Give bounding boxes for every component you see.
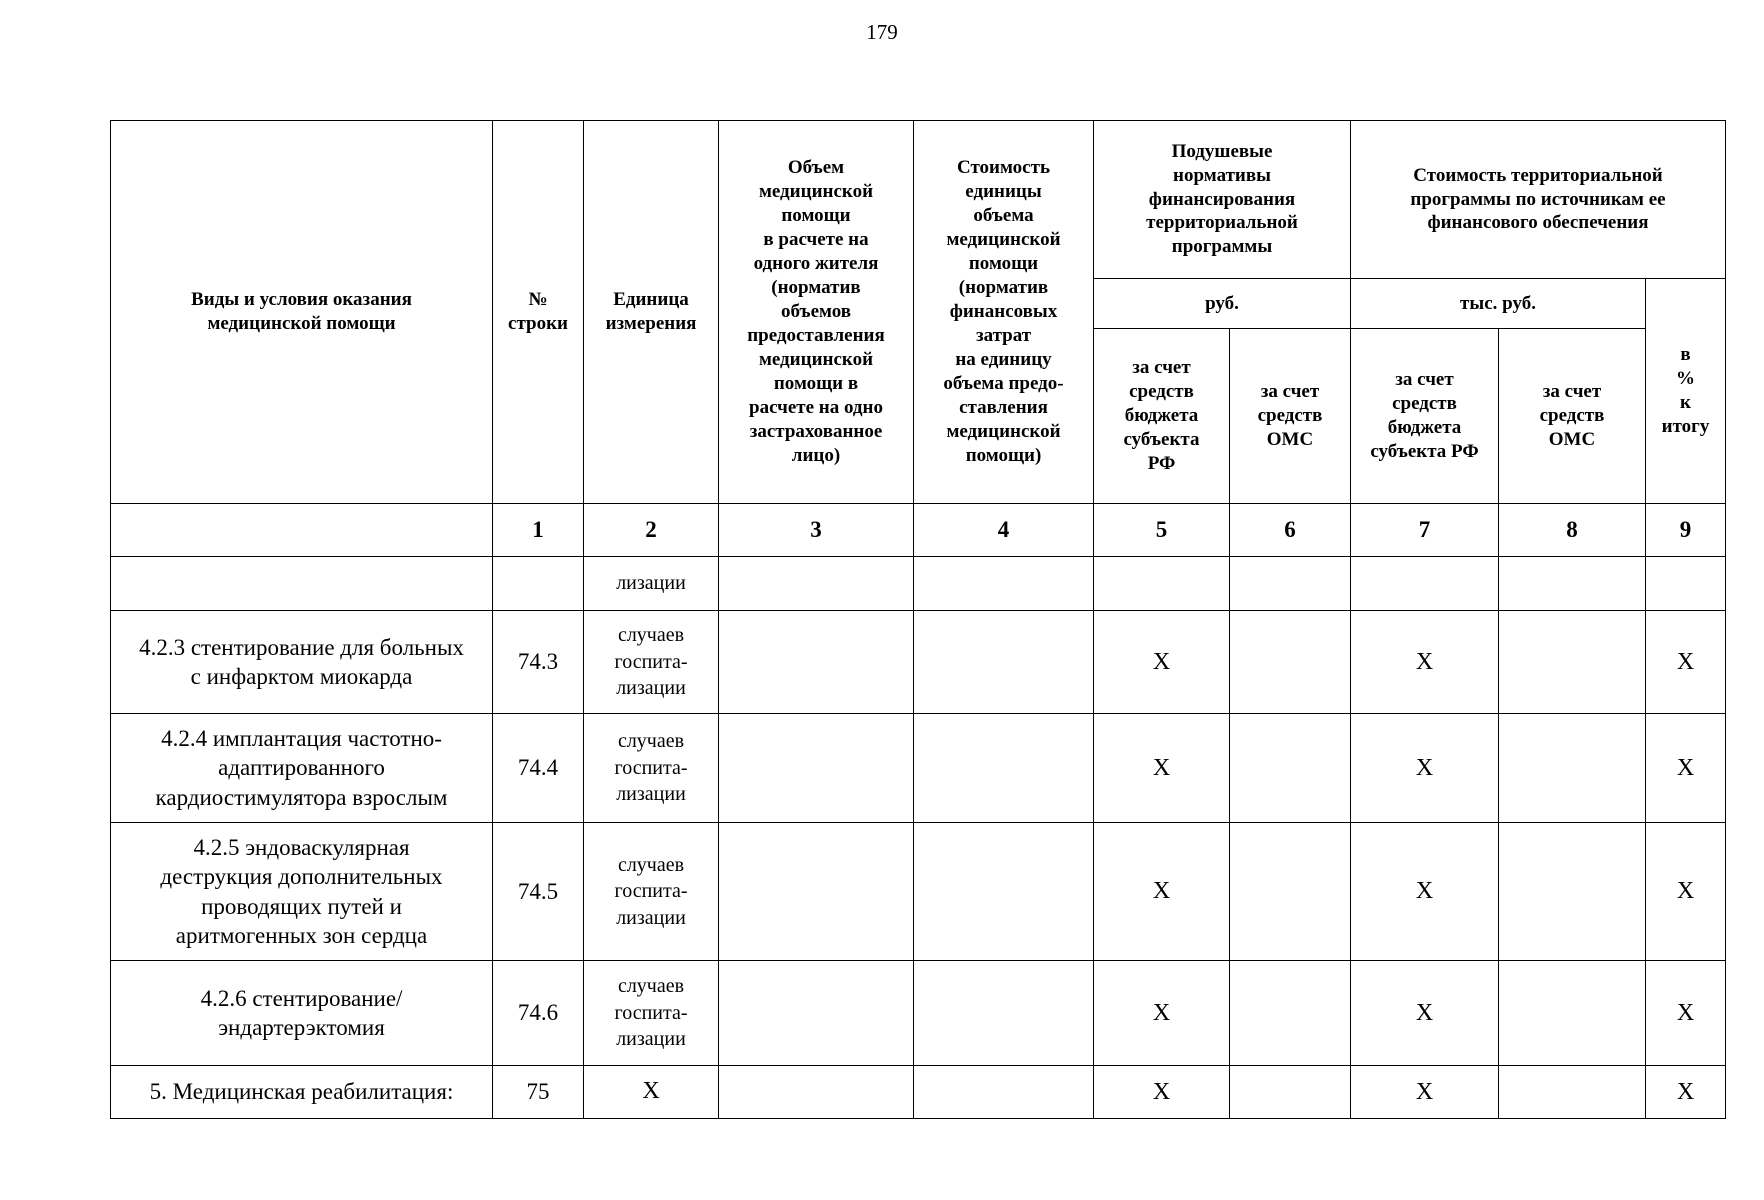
cell-budget-5: X — [1094, 1066, 1230, 1119]
cell-oms-8 — [1499, 823, 1646, 961]
column-number: 5 — [1094, 504, 1230, 557]
table-row — [111, 823, 1726, 961]
row-unit: случаев госпита- лизации — [584, 611, 719, 714]
row-name: 4.2.4 имплантация частотно- адаптированного кардиостимулятора взрослым — [111, 714, 493, 823]
header-cost: Стоимость единицы объема медицинской помощи (норматив финансовых затрат на единицу объема предо- ставления медицинской помощи) — [914, 121, 1094, 504]
cell-budget-5: X — [1094, 611, 1230, 714]
cell-budget-7: X — [1351, 961, 1499, 1066]
row-number: 74.6 — [493, 961, 584, 1066]
cell-percent: X — [1646, 823, 1726, 961]
cell-percent: X — [1646, 611, 1726, 714]
page-number: 179 — [866, 20, 898, 44]
row-number — [493, 557, 584, 611]
cell-percent: X — [1646, 1066, 1726, 1119]
header-kind: Виды и условия оказания медицинской помощи — [111, 121, 493, 504]
cell-budget-7 — [1351, 557, 1499, 611]
cell-oms-6 — [1230, 961, 1351, 1066]
row-unit: X — [584, 1066, 719, 1119]
cell-oms-8 — [1499, 611, 1646, 714]
row-name — [111, 557, 493, 611]
cell-budget-5: X — [1094, 961, 1230, 1066]
header-per-capita: Подушевые нормативы финансирования территориальной программы — [1094, 121, 1351, 279]
cell-oms-6 — [1230, 823, 1351, 961]
cell-oms-8 — [1499, 557, 1646, 611]
cell-cost — [914, 823, 1094, 961]
column-number: 4 — [914, 504, 1094, 557]
cell-percent — [1646, 557, 1726, 611]
header-budget-5: за счет средств бюджета субъекта РФ — [1094, 329, 1230, 504]
cell-cost — [914, 557, 1094, 611]
cell-oms-6 — [1230, 1066, 1351, 1119]
cell-cost — [914, 961, 1094, 1066]
row-name: 4.2.6 стентирование/ эндартерэктомия — [111, 961, 493, 1066]
row-name: 4.2.3 стентирование для больных с инфарктом миокарда — [111, 611, 493, 714]
header-rub: руб. — [1094, 279, 1351, 329]
header-unit: Единица измерения — [584, 121, 719, 504]
program-table — [110, 120, 1726, 1119]
cell-budget-7: X — [1351, 611, 1499, 714]
header-volume: Объем медицинской помощи в расчете на одного жителя (норматив объемов предоставления медицинской помощи в расчете на одно застрахованное лицо) — [719, 121, 914, 504]
row-name: 4.2.5 эндоваскулярная деструкция дополнительных проводящих путей и аритмогенных зон сердца — [111, 823, 493, 961]
header-program-cost: Стоимость территориальной программы по источникам ее финансового обеспечения — [1351, 121, 1726, 279]
row-unit: случаев госпита- лизации — [584, 961, 719, 1066]
column-number: 8 — [1499, 504, 1646, 557]
row-number: 74.3 — [493, 611, 584, 714]
column-number: 9 — [1646, 504, 1726, 557]
cell-volume — [719, 823, 914, 961]
cell-budget-7: X — [1351, 823, 1499, 961]
row-unit: случаев госпита- лизации — [584, 823, 719, 961]
cell-budget-7: X — [1351, 714, 1499, 823]
column-number: 1 — [493, 504, 584, 557]
column-number — [111, 504, 493, 557]
table-row — [111, 557, 1726, 611]
cell-cost — [914, 714, 1094, 823]
cell-cost — [914, 611, 1094, 714]
header-row-1 — [111, 121, 1726, 279]
cell-budget-5 — [1094, 557, 1230, 611]
cell-oms-8 — [1499, 714, 1646, 823]
column-number: 6 — [1230, 504, 1351, 557]
row-number: 75 — [493, 1066, 584, 1119]
cell-volume — [719, 714, 914, 823]
row-name: 5. Медицинская реабилитация: — [111, 1066, 493, 1119]
cell-oms-8 — [1499, 1066, 1646, 1119]
header-budget-7: за счет средств бюджета субъекта РФ — [1351, 329, 1499, 504]
header-percent: в % к итогу — [1646, 279, 1726, 504]
table-row — [111, 1066, 1726, 1119]
cell-oms-6 — [1230, 557, 1351, 611]
row-number: 74.4 — [493, 714, 584, 823]
row-number: 74.5 — [493, 823, 584, 961]
cell-percent: X — [1646, 714, 1726, 823]
cell-budget-5: X — [1094, 823, 1230, 961]
header-oms-6: за счет средств ОМС — [1230, 329, 1351, 504]
row-unit: случаев госпита- лизации — [584, 714, 719, 823]
header-thousand-rub: тыс. руб. — [1351, 279, 1646, 329]
cell-volume — [719, 1066, 914, 1119]
table-row — [111, 714, 1726, 823]
cell-budget-5: X — [1094, 714, 1230, 823]
column-number: 7 — [1351, 504, 1499, 557]
column-number-row — [111, 504, 1726, 557]
cell-percent: X — [1646, 961, 1726, 1066]
cell-volume — [719, 961, 914, 1066]
cell-volume — [719, 611, 914, 714]
cell-oms-8 — [1499, 961, 1646, 1066]
header-row-number: № строки — [493, 121, 584, 504]
header-oms-8: за счет средств ОМС — [1499, 329, 1646, 504]
column-number: 2 — [584, 504, 719, 557]
column-number: 3 — [719, 504, 914, 557]
cell-oms-6 — [1230, 611, 1351, 714]
cell-oms-6 — [1230, 714, 1351, 823]
row-unit: лизации — [584, 557, 719, 611]
cell-volume — [719, 557, 914, 611]
cell-budget-7: X — [1351, 1066, 1499, 1119]
table-row — [111, 611, 1726, 714]
table-row — [111, 961, 1726, 1066]
cell-cost — [914, 1066, 1094, 1119]
